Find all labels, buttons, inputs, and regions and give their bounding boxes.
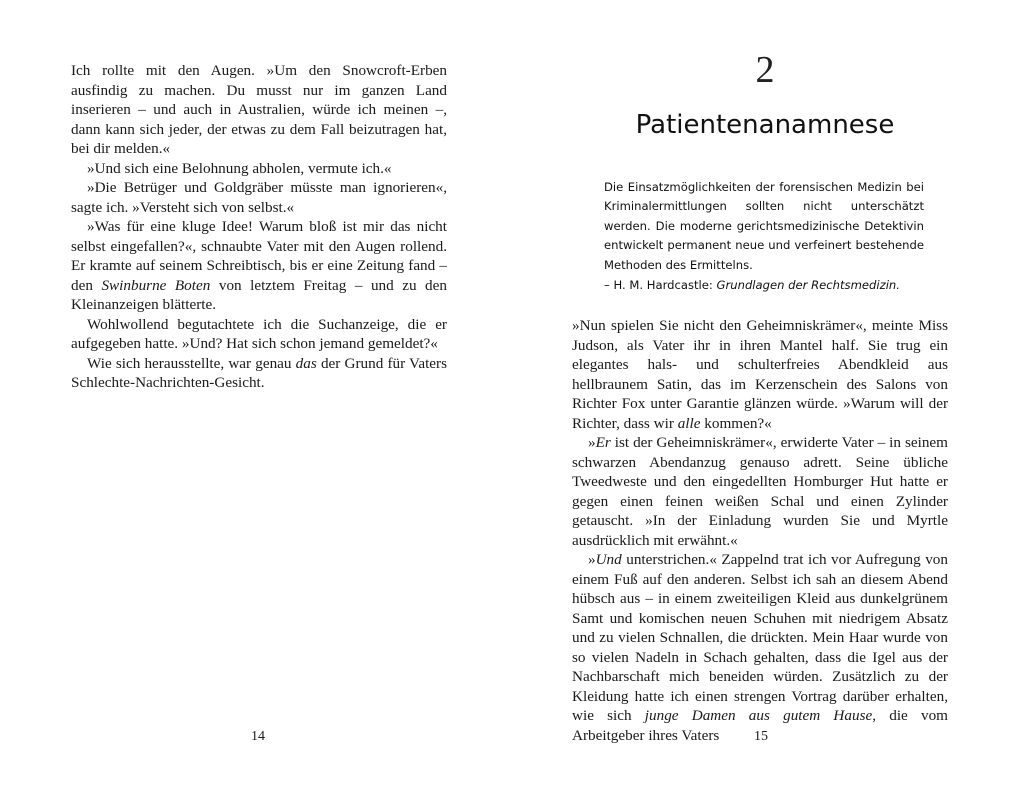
paragraph: »Und sich eine Belohnung abholen, vermute ich.« [87,159,392,177]
paragraph: Wohlwollend begutachtete ich die Suchanzeige, die er aufgegeben hatte. »Und? Hat sich schon jemand gemeldet?« [71,315,447,352]
paragraph: Wie sich herausstellte, war genau das der Grund für Vaters Schlechte-Nachrichten-Gesicht. [71,354,447,391]
epigraph-source: – H. M. Hardcastle: Grundlagen der Rechtsmedizin. [604,278,900,293]
paragraph: »Er ist der Geheimniskrämer«, erwiderte Vater – in seinem schwarzen Abendanzug genauso adrett. Seine übliche Tweedweste und den eingedellten Homburger Hut hatte er gegen einen feinen weißen Schal und einen Zylinder getauscht. »In der Einladung wurden Sie und Myrtle ausdrücklich mit erwähnt.« [572,434,948,549]
chapter-title: Patientenanamnese [635,110,895,140]
epigraph-work: Grundlagen der Rechtsmedizin. [716,278,900,293]
chapter-number: 2 [755,49,775,91]
epigraph [604,178,924,295]
left-body-text [71,61,447,393]
epigraph-text: Die Einsatzmöglichkeiten der forensischen Medizin bei Kriminalermittlungen sollten nicht unterschätzt werden. Die moderne gerichtsmedizinische Detektivin entwickelt permanent neue und verfeinert bestehende Methoden des Ermittelns. [604,180,924,272]
paragraph: Ich rollte mit den Augen. »Um den Snowcroft-Erben ausfindig zu machen. Du musst nur im ganzen Land inserieren – und auch in Australien, würde ich meinen –, dann kann sich jeder, der etwas zu dem Fall beizutragen hat, bei dir melden.« [71,62,447,157]
paragraph: »Was für eine kluge Idee! Warum bloß ist mir das nicht selbst eingefallen?«, schnaubte Vater mit den Augen rollend. Er kramte auf seinem Schreibtisch, bis er eine Zeitung fand – den Swinburne Boten von letztem Freitag – und zu den Kleinanzeigen blätterte. [71,218,447,313]
paragraph: »Die Betrüger und Goldgräber müsste man ignorieren«, sagte ich. »Versteht sich von selbst.« [71,179,447,216]
right-page [510,0,1020,794]
emphasis: Und [595,551,622,568]
right-body-text [572,316,948,745]
emphasis: Swinburne Boten [101,276,211,294]
page-number-right: 15 [754,729,768,744]
emphasis: alle [677,414,701,432]
emphasis: Er [595,434,611,451]
emphasis: junge Damen aus gutem Hause [644,707,873,724]
paragraph: »Und unterstrichen.« Zappelnd trat ich vor Aufregung von einem Fuß auf den anderen. Selbst ich sah an diesem Abend hübsch aus – in einem zweiteiligen Kleid aus dunkelgrünem Samt und komischen neuen Schuhen mit niedrigem Absatz und zu vielen Schnallen, die drückten. Mein Haar wurde von so vielen Nadeln in Schach gehalten, dass die Igel aus der Nachbarschaft mich beneiden würden. Zusätzlich zu der Kleidung hatte ich einen strengen Vortrag darüber erhalten, wie sich junge Damen aus gutem Hause, die vom Arbeitgeber ihres Vaters [572,551,948,744]
page-number-left: 14 [251,729,265,744]
paragraph: »Nun spielen Sie nicht den Geheimniskrämer«, meinte Miss Judson, als Vater ihr in ihren Mantel half. Sie trug ein elegantes hals- und schulterfreies Abendkleid aus hellbraunem Satin, das im Kerzenschein des Salons von Richter Fox unter Garantie glänzen würde. »Warum will der Richter, dass wir alle kommen?« [572,317,948,432]
emphasis: das [295,354,317,372]
